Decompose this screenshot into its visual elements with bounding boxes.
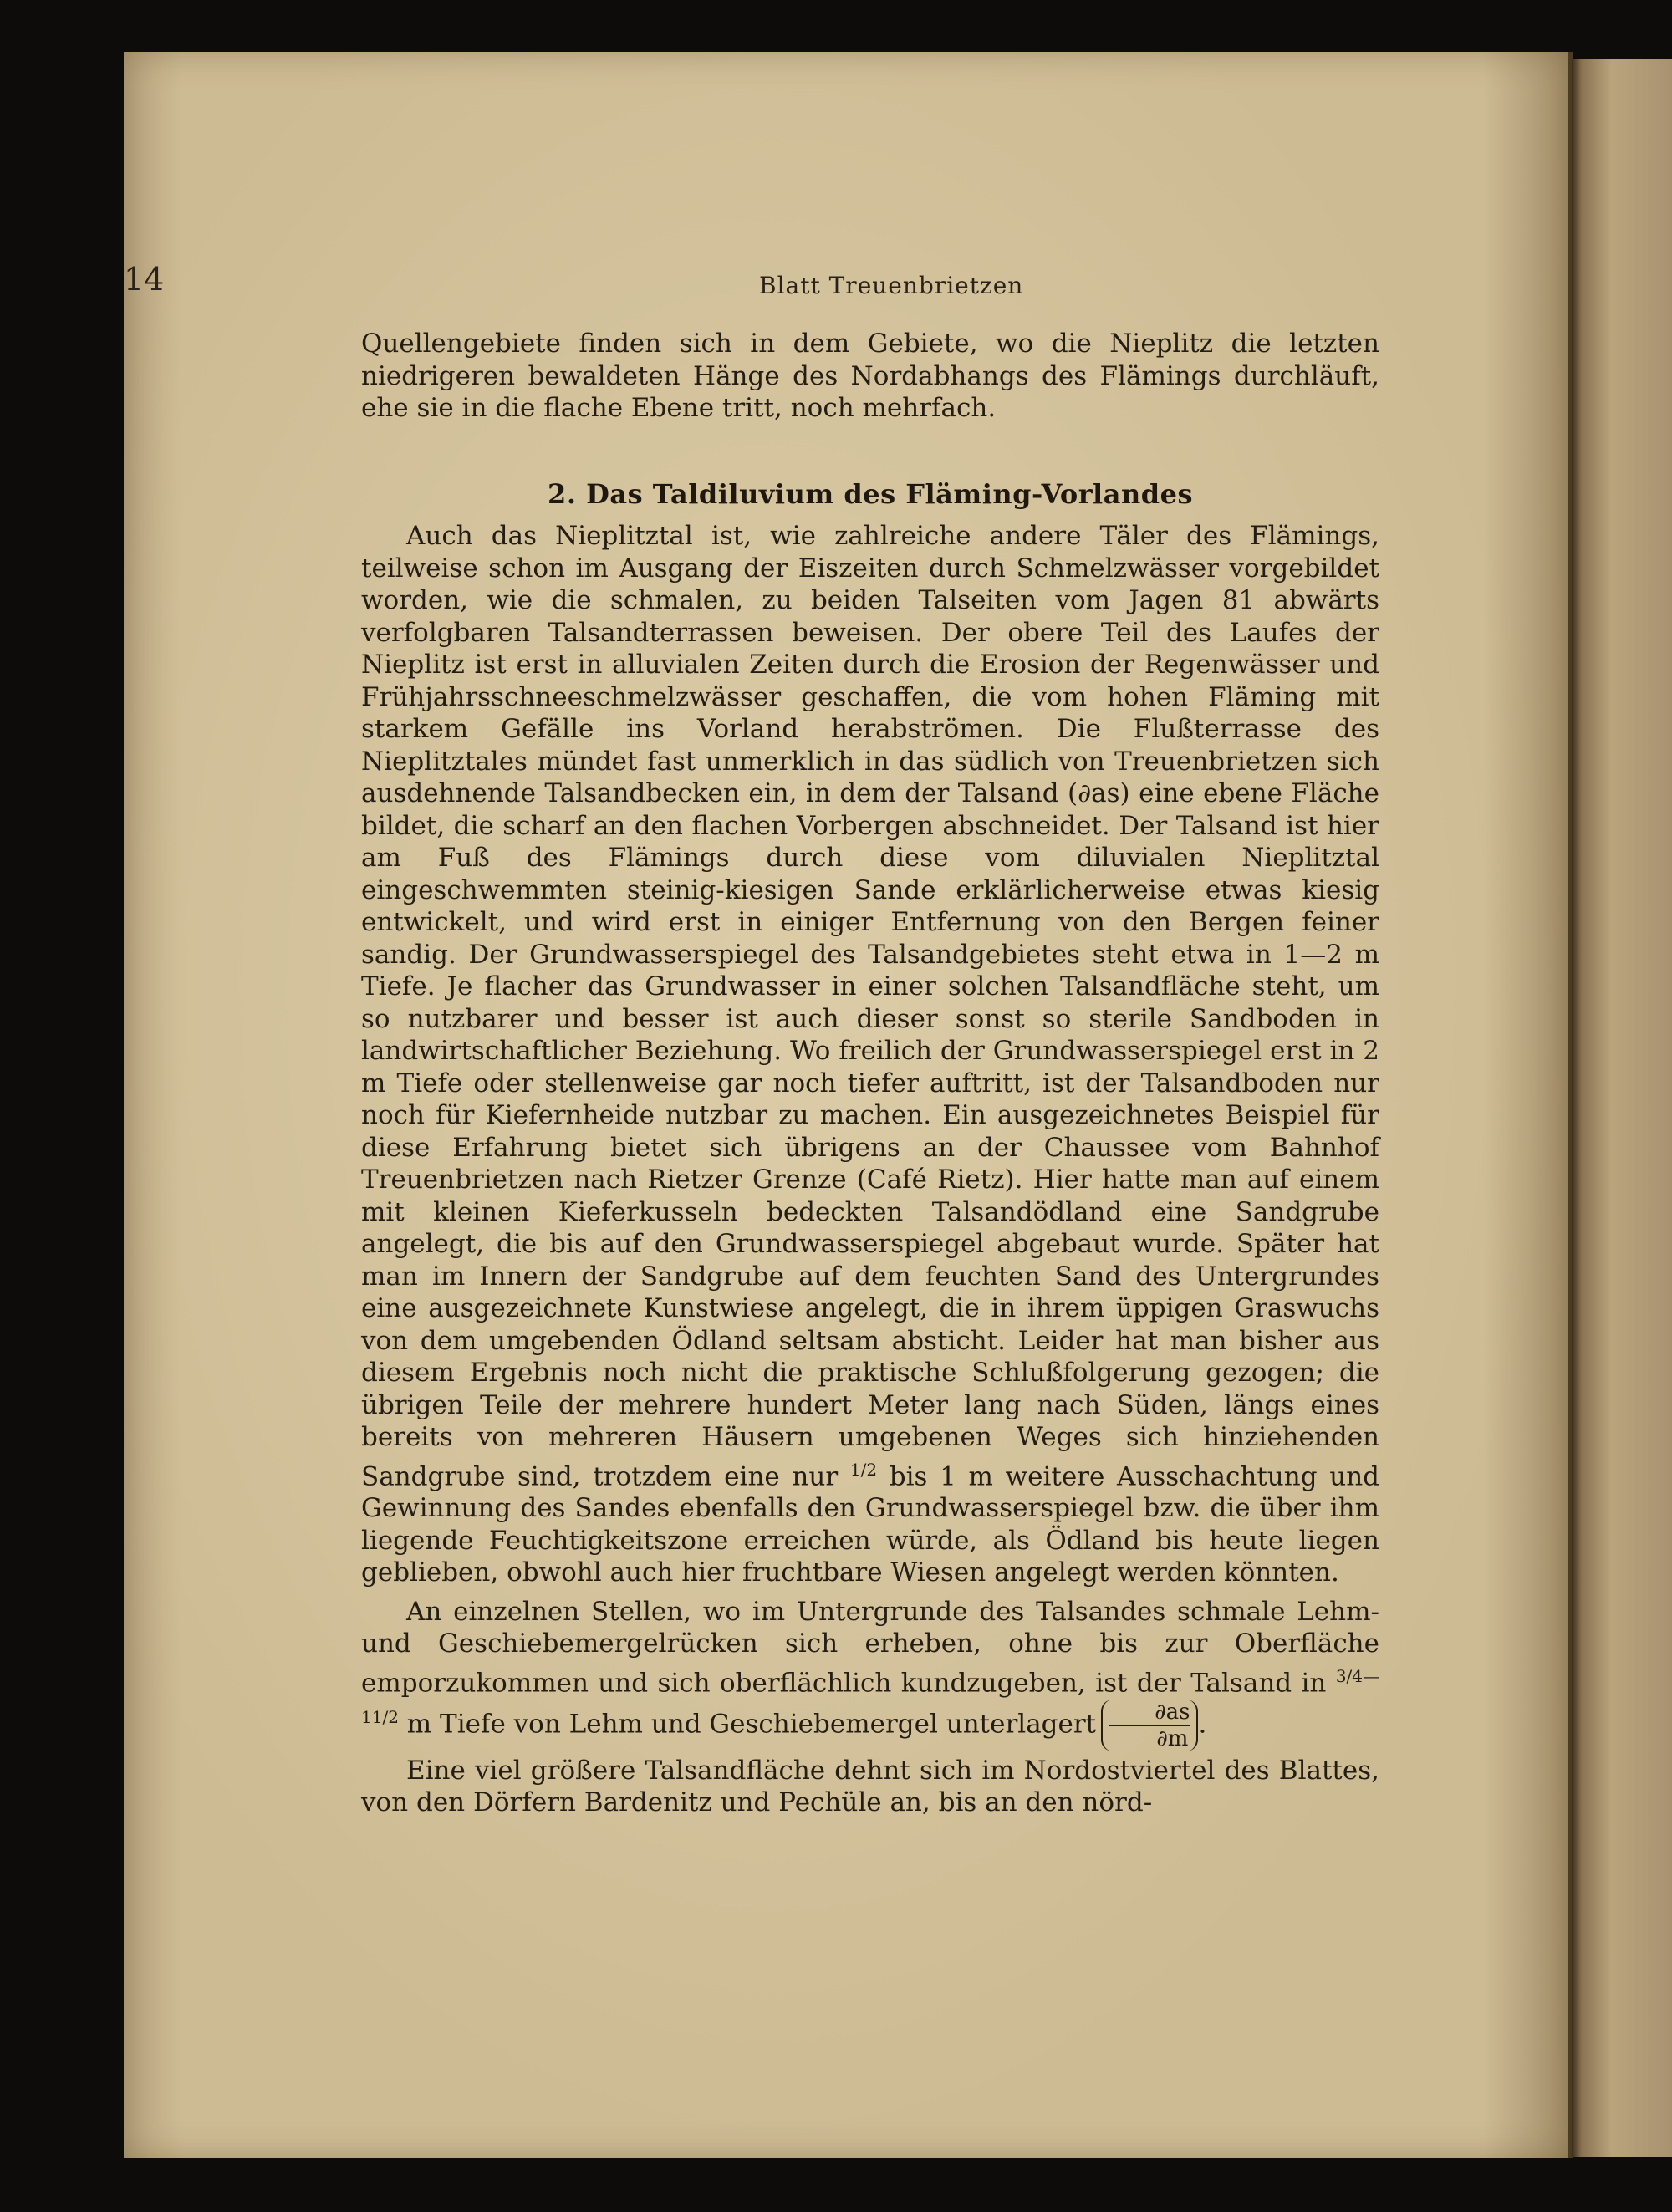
adjacent-page-edge <box>1572 59 1672 2157</box>
fraction-three-quarters: 3/4—1 <box>361 1665 1379 1727</box>
formula-numerator: ∂as <box>1109 1700 1190 1726</box>
paragraph-2-end: m Tiefe von Lehm und Geschiebemergel unterlagert <box>406 1709 1097 1740</box>
paragraph-2-period: . <box>1198 1709 1207 1740</box>
section-heading: 2. Das Taldiluvium des Fläming-Vorlandes <box>548 478 1193 510</box>
formula-symbol <box>1101 1700 1198 1751</box>
fraction-half-2: 1/2 <box>371 1706 399 1727</box>
intro-text: Quellengebiete finden sich in dem Gebiete, wo die Nieplitz die letzten niedrigeren bewaldeten Hänge des Nordabhangs des Flämings durchläuft, ehe sie in die flache Ebene tritt, noch mehrfach. <box>361 329 1379 423</box>
fraction-half: 1/2 <box>849 1459 878 1480</box>
paragraph-2-text: An einzelnen Stellen, wo im Untergrunde des Talsandes schmale Lehm- und Geschiebemergelrücken sich erheben, ohne bis zur Oberfläche emporzukommen und sich oberflächlich kundzugeben, ist der Talsand in <box>361 1596 1379 1699</box>
paragraph-2 <box>361 1596 1379 1751</box>
intro-paragraph <box>361 328 1379 425</box>
section-body <box>361 520 1379 1819</box>
page-number: 14 <box>124 261 165 298</box>
paragraph-1-end: bis 1 m weitere Ausschachtung und Gewinnung des Sandes ebenfalls den Grundwasserspiegel bzw. die über ihm liegende Feuchtigkeitszone erreichen würde, als Ödland bis heute liegen geblieben, obwohl auch hier fruchtbare Wiesen angelegt werden könnten. <box>361 1460 1380 1588</box>
formula-denominator: ∂m <box>1156 1725 1189 1751</box>
running-title: Blatt Treuenbrietzen <box>759 272 1024 299</box>
paragraph-1 <box>361 520 1379 1589</box>
paragraph-1-text: Auch das Nieplitztal ist, wie zahlreiche andere Täler des Flämings, teilweise schon im Ausgang der Eiszeiten durch Schmelzwässer vorgebildet worden, wie die schmalen, zu beiden Talseiten vom Jagen 81 abwärts verfolgbaren Talsandterrassen beweisen. Der obere Teil des Laufes der Nieplitz ist erst in alluvialen Zeiten durch die Erosion der Regenwässer und Frühjahrsschneeschmelzwässer geschaffen, die vom hohen Fläming mit starkem Gefälle ins Vorland herabströmen. Die Flußterrasse des Nieplitztales mündet fast unmerklich in das südlich von Treuenbrietzen sich ausdehnende Talsandbecken ein, in dem der Talsand (∂as) eine ebene Fläche bildet, die scharf an den flachen Vorbergen abschneidet. Der Talsand ist hier am Fuß des Flämings durch diese vom diluvialen Nieplitztal eingeschwemmten steinig-kiesigen Sande erklärlicherweise etwas kiesig entwickelt, und wird erst in einiger Entfernung von den Bergen feiner sandig. Der Grundwasserspiegel des Talsandgebietes steht etwa in 1—2 m Tiefe. Je flacher das Grundwasser in einer solchen Talsandfläche steht, um so nutzbarer und besser ist auch dieser sonst so sterile Sandboden in landwirtschaftlicher Beziehung. Wo freilich der Grundwasserspiegel erst in 2 m Tiefe oder stellenweise gar noch tiefer auftritt, ist der Talsandboden nur noch für Kiefernheide nutzbar zu machen. Ein ausgezeichnetes Beispiel für diese Erfahrung bietet sich übrigens an der Chaussee vom Bahnhof Treuenbrietzen nach Rietzer Grenze (Café Rietz). Hier hatte man auf einem mit kleinen Kieferkusseln bedeckten Talsandödland eine Sandgrube angelegt, die bis auf den Grundwasserspiegel abgebaut wurde. Später hat man im Innern der Sandgrube auf dem feuchten Sand des Untergrundes eine ausgezeichnete Kunstwiese angelegt, die in ihrem üppigen Graswuchs von dem umgebenden Ödland seltsam absticht. Leider hat man bisher aus diesem Ergebnis noch nicht die praktische Schlußfolgerung gezogen; die übrigen Teile der mehrere hundert Meter lang nach Süden, längs eines bereits von mehreren Häusern umgebenen Weges sich hinziehenden Sandgrube sind, trotzdem eine nur <box>361 521 1379 1491</box>
paragraph-3: Eine viel größere Talsandfläche dehnt sich im Nordostviertel des Blattes, von den Dörfern Bardenitz und Pechüle an, bis an den nörd- <box>361 1755 1379 1818</box>
